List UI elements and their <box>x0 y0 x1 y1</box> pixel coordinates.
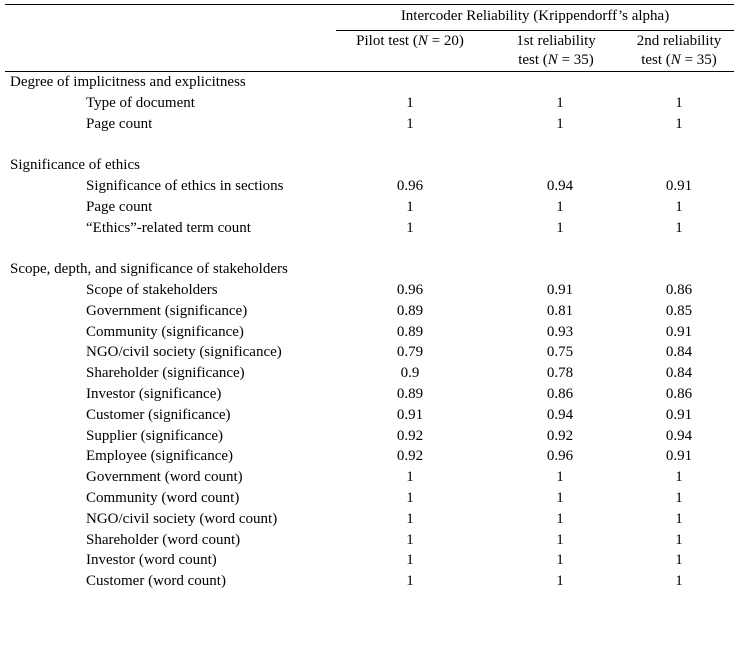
row-value-col-1: 0.9 <box>400 365 420 382</box>
row-value-col-2: 1 <box>556 490 564 506</box>
row-value-col-1: 0.89 <box>396 302 424 319</box>
row-value-col-1: 1 <box>406 115 414 132</box>
row-value-col-3: 0.86 <box>665 386 693 402</box>
row-value-col-3: 1 <box>675 115 683 132</box>
row-label: Page count <box>86 198 153 215</box>
row-value-col-3: 0.84 <box>665 365 693 382</box>
row-label: “Ethics”-related term count <box>86 219 251 236</box>
row-value-col-2: 1 <box>556 531 564 548</box>
row-value-col-1: 1 <box>406 573 414 590</box>
header-col-second-line2: test (N = 35) <box>641 52 717 68</box>
row-value-col-2: 0.92 <box>546 427 574 444</box>
row-value-col-2: 0.91 <box>546 282 574 298</box>
row-value-col-2: 1 <box>556 552 564 569</box>
group-title: Degree of implicitness and explicitness <box>10 74 246 90</box>
row-value-col-1: 1 <box>406 94 414 111</box>
row-label: Shareholder (word count) <box>86 531 241 548</box>
row-value-col-2: 0.94 <box>546 178 574 194</box>
row-label: Shareholder (significance) <box>86 365 245 382</box>
row-value-col-1: 0.96 <box>396 178 424 194</box>
row-value-col-3: 1 <box>675 573 683 590</box>
row-value-col-3: 0.91 <box>665 406 693 423</box>
row-value-col-1: 0.91 <box>396 406 424 423</box>
row-value-col-2: 1 <box>556 94 564 111</box>
row-value-col-1: 1 <box>406 219 414 236</box>
row-value-col-2: 0.93 <box>546 323 574 340</box>
row-value-col-3: 1 <box>675 219 683 236</box>
row-label: NGO/civil society (word count) <box>86 510 278 527</box>
row-label: Type of document <box>86 94 195 111</box>
row-value-col-3: 0.91 <box>665 448 693 465</box>
row-label: Investor (significance) <box>86 386 222 402</box>
row-label: Significance of ethics in sections <box>86 178 284 194</box>
group-title: Significance of ethics <box>10 157 140 174</box>
row-value-col-1: 1 <box>406 531 414 548</box>
row-value-col-3: 0.86 <box>665 282 693 298</box>
row-value-col-1: 0.89 <box>396 386 424 402</box>
row-label: Employee (significance) <box>86 448 234 465</box>
row-label: Investor (word count) <box>86 552 217 569</box>
row-value-col-3: 1 <box>675 531 683 548</box>
row-value-col-1: 1 <box>406 510 414 527</box>
row-label: Supplier (significance) <box>86 427 224 444</box>
row-value-col-2: 1 <box>556 469 564 486</box>
group-title: Scope, depth, and significance of stakeholders <box>10 261 288 278</box>
header-col-first-line1: 1st reliability <box>516 33 596 49</box>
row-value-col-2: 0.96 <box>546 448 574 465</box>
row-value-col-2: 1 <box>556 219 564 236</box>
row-value-col-1: 0.92 <box>396 448 424 465</box>
row-value-col-1: 1 <box>406 198 414 215</box>
row-value-col-2: 1 <box>556 198 564 215</box>
row-value-col-1: 0.92 <box>396 427 424 444</box>
row-value-col-1: 0.89 <box>396 323 424 340</box>
row-value-col-2: 1 <box>556 573 564 590</box>
row-value-col-3: 0.91 <box>665 178 693 194</box>
row-label: Scope of stakeholders <box>86 282 218 298</box>
row-value-col-2: 1 <box>556 510 564 527</box>
row-label: Community (significance) <box>86 323 244 340</box>
row-value-col-2: 0.94 <box>546 406 574 423</box>
row-value-col-2: 1 <box>556 115 564 132</box>
table-top-rule <box>5 4 734 5</box>
header-col-second-line1: 2nd reliability <box>636 33 722 49</box>
row-value-col-3: 1 <box>675 198 683 215</box>
row-label: Government (significance) <box>86 302 248 319</box>
row-value-col-3: 1 <box>675 490 683 506</box>
row-value-col-3: 1 <box>675 510 683 527</box>
row-value-col-1: 1 <box>406 469 414 486</box>
row-label: Customer (word count) <box>86 573 226 590</box>
row-value-col-3: 0.94 <box>665 427 693 444</box>
row-value-col-1: 1 <box>406 552 414 569</box>
row-value-col-2: 0.81 <box>546 302 574 319</box>
header-col-pilot: Pilot test (N = 20) <box>356 33 464 49</box>
row-value-col-3: 1 <box>675 469 683 486</box>
row-value-col-1: 0.79 <box>396 344 424 361</box>
row-label: Customer (significance) <box>86 406 231 423</box>
header-col-first-line2: test (N = 35) <box>518 52 594 68</box>
row-value-col-2: 0.75 <box>546 344 574 361</box>
header-super-title: Intercoder Reliability (Krippendorff’s alpha) <box>400 8 670 24</box>
row-value-col-3: 0.84 <box>665 344 693 361</box>
row-value-col-1: 1 <box>406 490 414 506</box>
row-value-col-2: 0.86 <box>546 386 574 402</box>
row-value-col-1: 0.96 <box>396 282 424 298</box>
row-value-col-3: 1 <box>675 94 683 111</box>
row-value-col-3: 0.91 <box>665 323 693 340</box>
row-value-col-2: 0.78 <box>546 365 574 382</box>
row-label: NGO/civil society (significance) <box>86 344 282 361</box>
row-value-col-3: 1 <box>675 552 683 569</box>
row-label: Community (word count) <box>86 490 240 506</box>
row-label: Government (word count) <box>86 469 243 486</box>
row-label: Page count <box>86 115 153 132</box>
row-value-col-3: 0.85 <box>665 302 693 319</box>
